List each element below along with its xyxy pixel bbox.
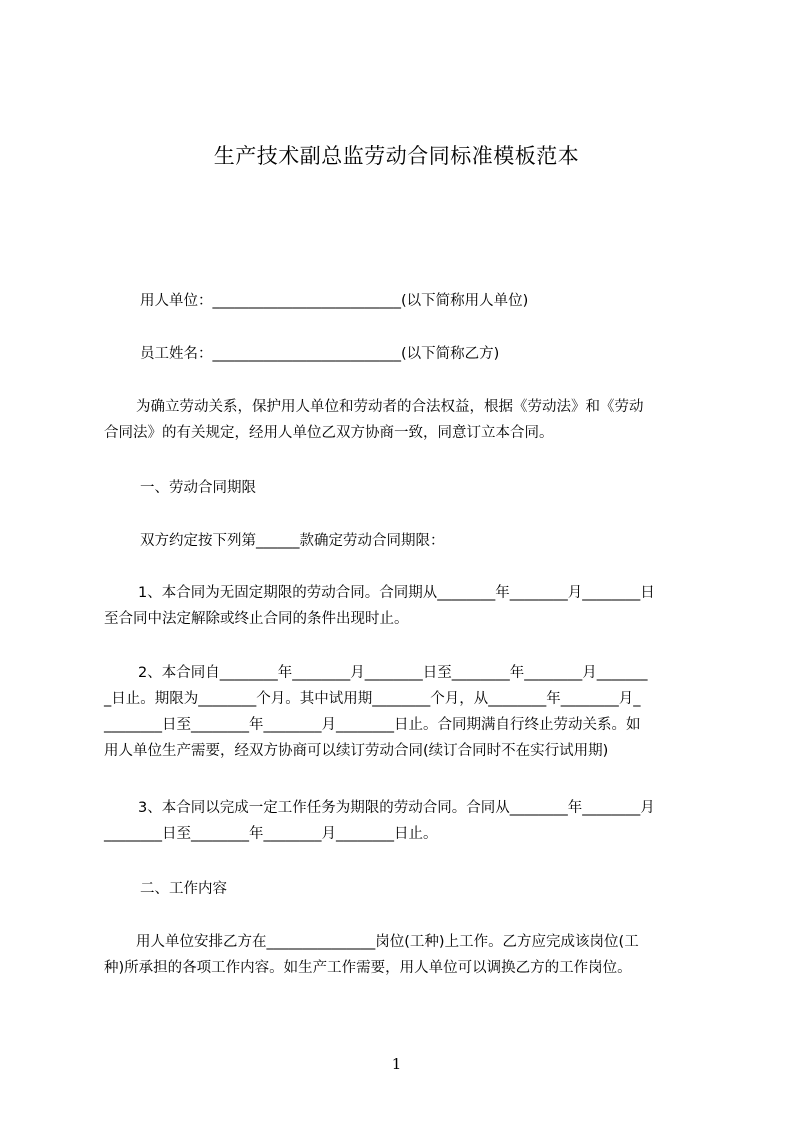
employer-field-line: 用人单位：__________________________(以下简称用人单位) xyxy=(140,293,529,309)
clause2-line: 2、本合同自________年________月________日至________年________月_______ xyxy=(138,665,648,681)
section2-heading xyxy=(104,876,706,902)
employer-field-paragraph xyxy=(104,288,706,314)
section2-line: 用人单位安排乙方在_______________岗位(工种)上工作。乙方应完成该岗位(工 xyxy=(136,934,639,950)
section2-paragraph xyxy=(104,929,706,981)
employee-field-paragraph xyxy=(104,341,706,367)
document-title: 生产技术副总监劳动合同标准模板范本 xyxy=(213,144,580,168)
intro-paragraph xyxy=(104,394,706,446)
employee-field-line: 员工姓名：__________________________(以下简称乙方) xyxy=(140,346,500,362)
clause1-paragraph xyxy=(104,580,706,632)
intro-line: 为确立劳动关系，保护用人单位和劳动者的合法权益，根据《劳动法》和《劳动 xyxy=(136,399,644,415)
section1-lead-text: 双方约定按下列第______款确定劳动合同期限： xyxy=(140,533,445,549)
clause2-line: _日止。期限为________个月。其中试用期________个月，从________年________月_ xyxy=(104,691,641,707)
clause2-line: ________日至________年________月________日止。合同期满自行终止劳动关系。如 xyxy=(104,717,641,733)
clause3-paragraph xyxy=(104,795,706,847)
clause2-paragraph xyxy=(104,660,706,764)
clause3-line: ________日至________年________月________日止。 xyxy=(104,826,438,842)
section1-heading-text: 一、劳动合同期限 xyxy=(140,480,256,496)
clause1-line: 1、本合同为无固定期限的劳动合同。合同期从________年________月________日 xyxy=(138,585,655,601)
clause3-line: 3、本合同以完成一定工作任务为期限的劳动合同。合同从________年________月 xyxy=(138,800,655,816)
intro-line: 合同法》的有关规定，经用人单位乙双方协商一致，同意订立本合同。 xyxy=(104,425,554,441)
section2-heading-text: 二、工作内容 xyxy=(140,881,227,897)
clause2-line: 用人单位生产需要，经双方协商可以续订劳动合同(续订合同时不在实行试用期) xyxy=(104,743,609,759)
section1-lead xyxy=(104,528,706,554)
section2-line: 种)所承担的各项工作内容。如生产工作需要，用人单位可以调换乙方的工作岗位。 xyxy=(104,960,632,976)
section1-heading xyxy=(104,475,706,501)
clause1-line: 至合同中法定解除或终止合同的条件出现时止。 xyxy=(104,611,409,627)
page-number: 1 xyxy=(391,1055,402,1073)
